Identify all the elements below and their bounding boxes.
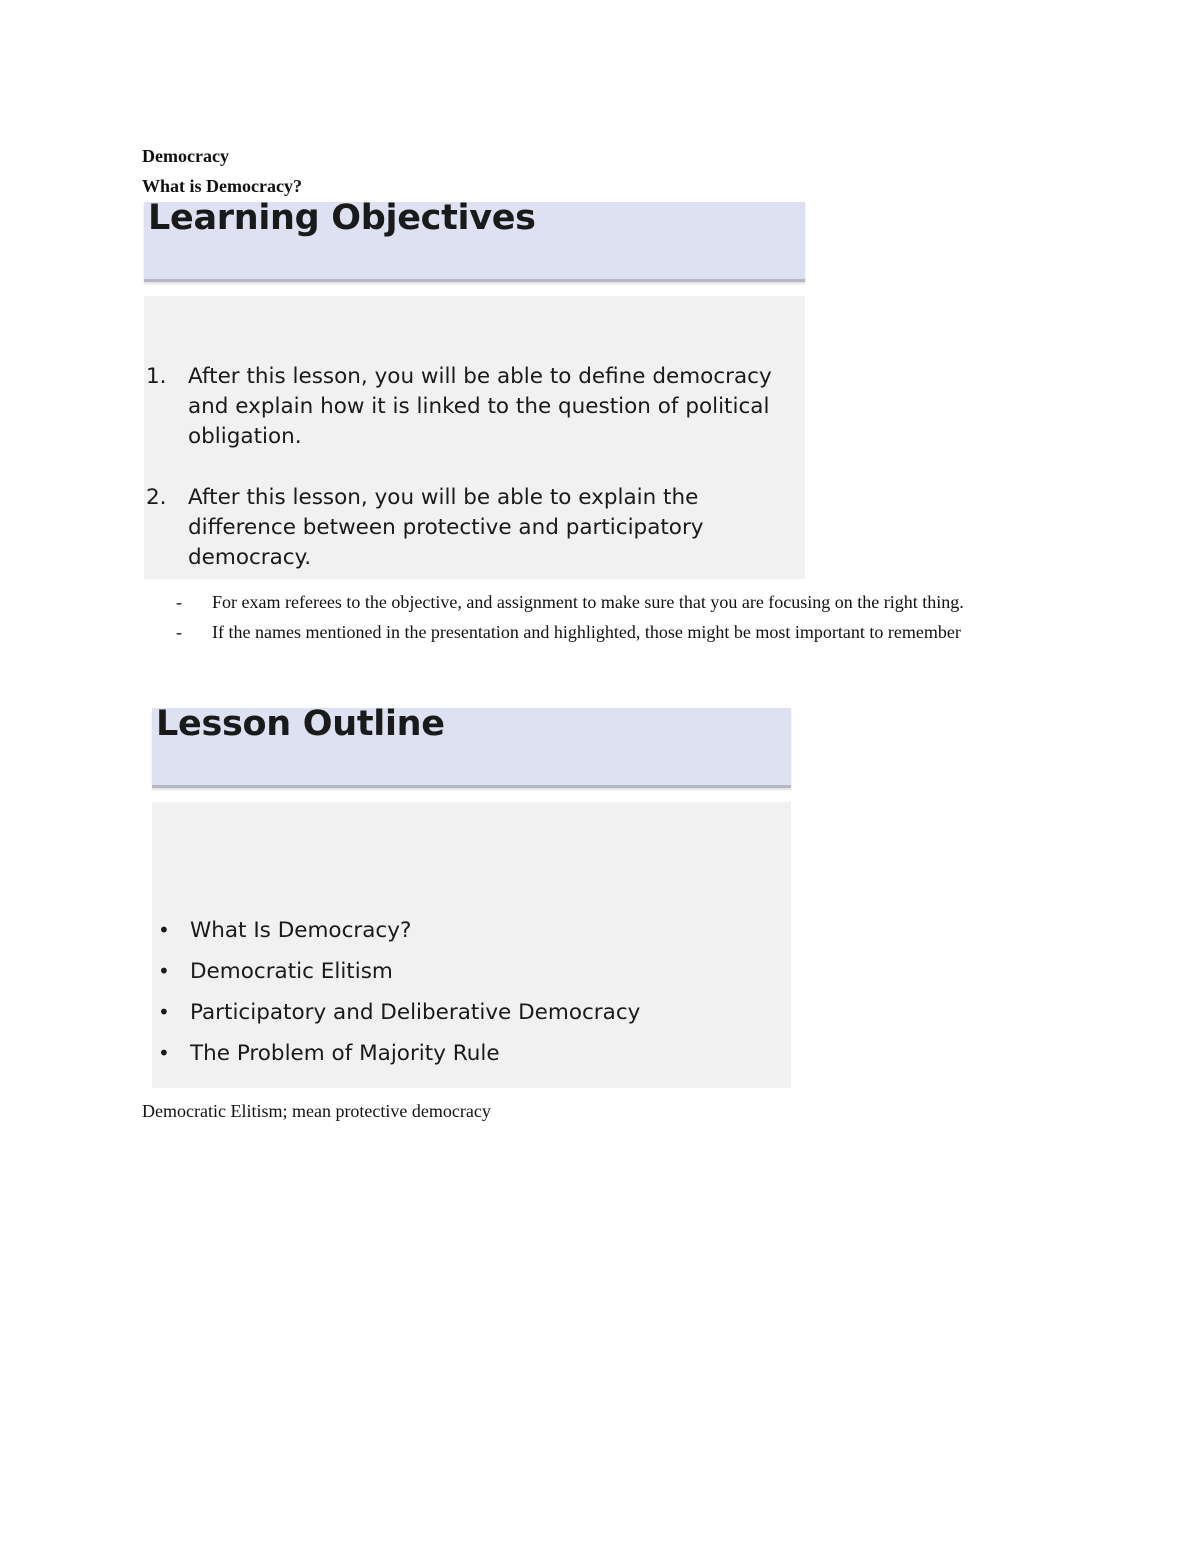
objective-text: After this lesson, you will be able to explain the difference between protective and participatory democracy.: [188, 485, 704, 570]
note-item: [142, 588, 1058, 618]
bullet-marker: •: [158, 1000, 170, 1024]
objective-item: [144, 362, 804, 452]
outline-item: [152, 992, 782, 1033]
objective-number: 1.: [146, 364, 167, 389]
objectives-list: [144, 362, 804, 604]
bullet-marker: •: [158, 918, 170, 942]
outline-text: What Is Democracy?: [190, 918, 412, 943]
lesson-outline-slide: [152, 704, 791, 1088]
bullet-marker: •: [158, 959, 170, 983]
outline-item: [152, 910, 782, 951]
bullet-marker: •: [158, 1041, 170, 1065]
objective-number: 2.: [146, 485, 167, 510]
outline-text: Democratic Elitism: [190, 959, 393, 984]
slide-body: [144, 296, 805, 579]
objective-item: [144, 483, 804, 573]
footer-note: Democratic Elitism; mean protective democracy: [142, 1101, 491, 1121]
learning-objectives-slide: [144, 198, 805, 579]
note-text: If the names mentioned in the presentation and highlighted, those might be most important to remember: [212, 621, 961, 642]
note-item: [142, 618, 1058, 648]
slide-title: Learning Objectives: [148, 198, 536, 238]
document-subtitle: What is Democracy?: [142, 176, 302, 196]
notes-list: [142, 588, 1058, 647]
slide-title-bar: [144, 198, 805, 282]
dash-marker: -: [176, 592, 182, 612]
slide-title-bar: [152, 704, 791, 788]
outline-text: Participatory and Deliberative Democracy: [190, 1000, 641, 1025]
outline-list: [152, 910, 782, 1074]
slide-title: Lesson Outline: [156, 704, 445, 744]
document-title: Democracy: [142, 146, 229, 166]
outline-text: The Problem of Majority Rule: [190, 1041, 500, 1066]
objective-text: After this lesson, you will be able to define democracy and explain how it is linked to the question of political obligation.: [188, 364, 772, 449]
note-text: For exam referees to the objective, and assignment to make sure that you are focusing on the right thing.: [212, 592, 964, 612]
outline-item: [152, 951, 782, 992]
dash-marker: -: [176, 621, 182, 642]
outline-item: [152, 1033, 782, 1074]
slide-body: [152, 802, 791, 1088]
